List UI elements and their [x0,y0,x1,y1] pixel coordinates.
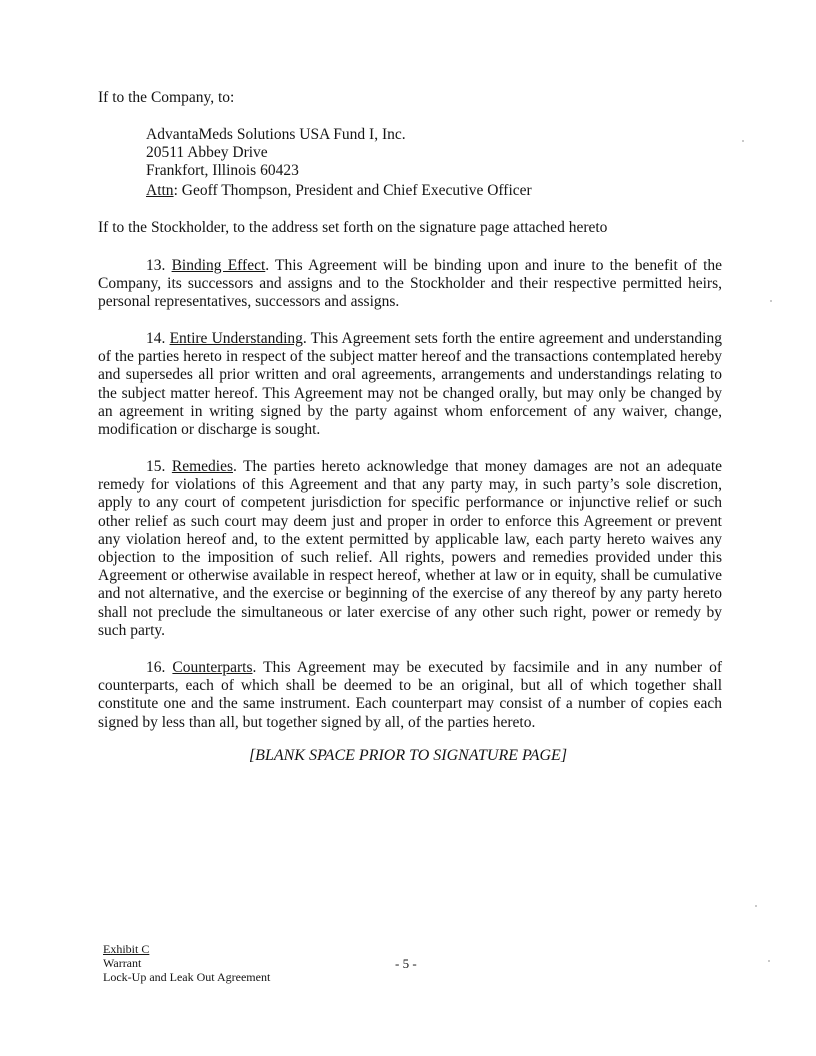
blank-space-note: [BLANK SPACE PRIOR TO SIGNATURE PAGE] [248,747,568,764]
section-body: . The parties hereto acknowledge that money damages are not an adequate remedy for violations of this Agreement and that any party may, in such party’s sole discretion, apply to any court of competent jurisdiction for specific performance or injunctive relief or such other relief as such court may deem just and proper in order to enforce this Agreement or prevent any violation hereof and, to the extent permitted by applicable law, each party hereto waives any objection to the imposition of such relief. All rights, powers and remedies provided under this Agreement or otherwise available in respect hereof, whether at law or in equity, shall be cumulative and not alternative, and the exercise or beginning of the exercise of any thereof by any party hereto shall not preclude the simultaneous or later exercise of any other such right, power or remedy by such party. [98,458,723,639]
company-notice-intro: If to the Company, to: [98,89,235,106]
section-body: . This Agreement sets forth the entire agreement and understanding of the parties hereto in respect of the subject matter hereof and the transactions contemplated hereby and supersedes all prior written and oral agreements, arrangements and understandings relating to the subject matter hereof. This Agreement may not be changed orally, but may only be changed by an agreement in writing signed by the party against whom enforcement of any waiver, change, modification or discharge is sought. [98,330,722,439]
section-body: . This Agreement may be executed by facsimile and in any number of counterparts, each of which shall be deemed to be an original, but all of which together shall constitute one and the same instrument. Each counterpart may consist of a number of copies each signed by less than all, but together signed by all, of the parties hereto. [98,659,722,731]
attention-line [146,182,532,200]
scan-speck [742,140,744,142]
section-counterparts [98,659,722,732]
scan-speck [755,905,757,907]
address-line: 20511 Abbey Drive [146,144,268,161]
address-line: AdvantaMeds Solutions USA Fund I, Inc. [146,126,406,143]
section-number: 15. [146,458,172,475]
section-number: 14. [146,330,170,347]
section-heading: Counterparts [172,659,253,676]
scan-speck [770,300,772,302]
page-number: - 5 - [395,956,417,971]
footer-block [103,942,270,984]
section-binding-effect [98,257,722,312]
stockholder-notice: If to the Stockholder, to the address set forth on the signature page attached hereto [98,219,608,236]
section-heading: Entire Understanding [169,330,303,347]
address-line: Frankfort, Illinois 60423 [146,162,299,179]
scan-speck [768,960,770,962]
attn-value: : Geoff Thompson, President and Chief Executive Officer [173,182,532,199]
section-number: 13. [146,257,172,274]
section-entire-understanding [98,330,722,439]
section-heading: Binding Effect [171,257,266,274]
section-body: . This Agreement will be binding upon and inure to the benefit of the Company, its successors and assigns and to the Stockholder and their respective permitted heirs, personal representatives, successors and assigns. [98,257,723,311]
footer-line: Lock-Up and Leak Out Agreement [103,970,271,984]
section-number: 16. [146,659,173,676]
footer-exhibit: Exhibit C [103,942,150,956]
section-remedies [98,458,722,640]
section-heading: Remedies [171,458,233,475]
footer-line: Warrant [103,956,142,970]
attn-label: Attn [146,182,174,199]
